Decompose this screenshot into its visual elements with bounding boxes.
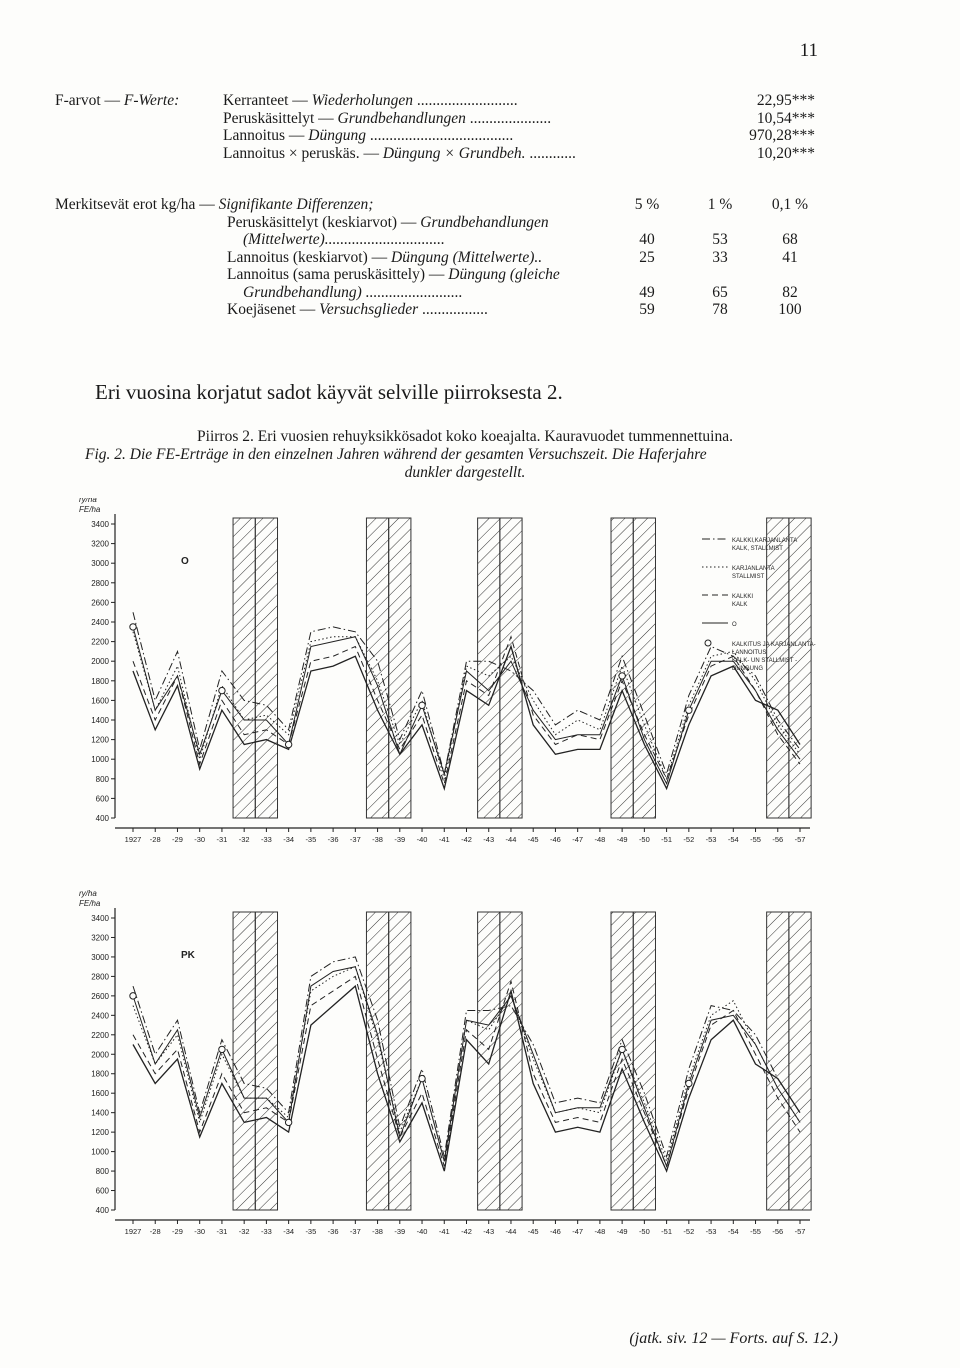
y-axis-label: FE/ha	[79, 505, 101, 514]
oat-year-band	[767, 912, 789, 1210]
x-tick-label: -54	[727, 835, 739, 844]
figure-caption	[85, 428, 845, 482]
oat-year-band	[255, 518, 277, 818]
chart-pk	[0, 880, 960, 1270]
x-tick-label: -45	[527, 835, 539, 844]
series-marker	[285, 1119, 291, 1125]
y-tick-label: 2200	[91, 637, 109, 647]
sig-value-1: 65	[712, 283, 728, 301]
x-tick-label: -43	[483, 835, 495, 844]
x-tick-label: -39	[394, 1227, 406, 1236]
x-tick-label: -38	[372, 835, 383, 844]
legend-label: KALKKI,KARJANLANTA	[732, 538, 798, 544]
y-tick-label: 3200	[91, 539, 109, 549]
y-tick-label: 1400	[91, 1108, 109, 1118]
caption-de-line2: dunkler dargestellt.	[404, 464, 526, 481]
y-tick-label: 1600	[91, 696, 109, 706]
f-row-label: Peruskäsittelyt —	[223, 109, 338, 127]
y-tick-label: 3000	[91, 952, 109, 962]
f-row-label: Kerranteet —	[223, 92, 312, 109]
oat-year-band	[389, 518, 411, 818]
f-values-row: Lannoitus — Düngung ..................................... 970,28***	[223, 127, 815, 144]
oat-year-band	[478, 518, 500, 818]
x-tick-label: -50	[638, 1227, 650, 1236]
sig-value-1: 53	[712, 231, 728, 248]
x-tick-label: -35	[305, 1227, 317, 1236]
y-tick-label: 1400	[91, 716, 109, 725]
sig-value-5: 49	[639, 283, 655, 301]
f-row-label-de: Düngung × Grundbeh.	[382, 144, 526, 162]
x-tick-label: -48	[594, 835, 606, 844]
y-tick-label: 800	[95, 774, 109, 784]
sig-value-1: 33	[712, 248, 728, 266]
legend-marker	[705, 640, 711, 646]
x-tick-label: -44	[505, 835, 517, 844]
significance-row: Grundbehandlung) ......................... 49 65 82	[55, 284, 825, 302]
x-tick-label: -51	[661, 835, 673, 844]
oat-year-band	[233, 518, 255, 818]
oat-year-band	[611, 518, 633, 818]
panel-label: O	[181, 556, 189, 567]
x-tick-label: -51	[661, 1227, 673, 1236]
sig-row-label-de: Düngung (Mittelwerte)..	[391, 248, 543, 266]
y-axis-label: ry/ha	[79, 498, 97, 504]
sig-row-label: Lannoitus (sama peruskäsittely) —	[227, 266, 449, 283]
y-tick-label: 800	[95, 1167, 109, 1177]
legend-label: KALK	[732, 602, 748, 608]
f-values-lead-de: F-Werte:	[123, 92, 180, 109]
x-tick-label: -36	[327, 835, 339, 844]
sig-value-01: 41	[782, 248, 798, 266]
x-tick-label: -46	[550, 835, 561, 844]
series-marker	[130, 993, 136, 999]
legend-label: KARJANLANTA	[732, 566, 775, 572]
y-tick-label: 400	[95, 1206, 109, 1215]
panel-label: PK	[181, 950, 195, 961]
x-tick-label: -53	[705, 835, 717, 844]
legend-label: STALLMIST	[732, 574, 765, 580]
oat-year-band	[789, 518, 811, 818]
significance-row-label-line	[55, 214, 825, 232]
x-tick-label: -40	[416, 1227, 428, 1236]
oat-year-band	[389, 912, 411, 1210]
legend-label: LANNOITUS	[732, 650, 767, 656]
series-marker	[419, 1075, 425, 1081]
y-tick-label: 3000	[91, 559, 109, 569]
y-tick-label: 1800	[91, 1069, 109, 1079]
y-tick-label: 3400	[91, 914, 109, 923]
col-header-01pct: 0,1 %	[771, 196, 809, 213]
x-tick-label: -41	[438, 835, 450, 844]
x-tick-label: -56	[772, 835, 784, 844]
x-tick-label: -36	[327, 1227, 339, 1236]
f-row-label-de: Düngung	[308, 127, 366, 144]
f-row-value: 10,20***	[756, 144, 815, 162]
x-tick-label: -42	[461, 835, 472, 844]
series-marker	[285, 741, 291, 747]
x-tick-label: -49	[616, 835, 628, 844]
col-header-1pct: 1 %	[707, 196, 733, 213]
x-tick-label: -48	[594, 1227, 606, 1236]
x-tick-label: -53	[705, 1227, 717, 1236]
sig-value-1: 78	[712, 301, 728, 318]
f-values-lead: F-arvot —	[55, 92, 124, 109]
legend-label: KALK, STALLMIST	[732, 546, 783, 552]
y-tick-label: 1600	[91, 1089, 109, 1099]
x-tick-label: -30	[194, 835, 206, 844]
series-marker	[686, 707, 692, 713]
y-tick-label: 2600	[91, 598, 109, 608]
y-axis-label: FE/ha	[79, 899, 101, 908]
significance-header-row	[55, 196, 825, 214]
y-tick-label: 600	[95, 794, 109, 804]
series-marker	[619, 673, 625, 679]
sig-row-label: Koejäsenet —	[227, 301, 320, 318]
x-tick-label: -56	[772, 1227, 784, 1236]
f-values-row: Peruskäsittelyt — Grundbehandlungen ..................... 10,54***	[223, 109, 815, 127]
f-row-value: 970,28***	[749, 127, 815, 144]
x-tick-label: -34	[283, 1227, 295, 1236]
footer-continuation: (jatk. siv. 12 — Forts. auf S. 12.)	[629, 1330, 838, 1347]
significance-row: (Mittelwerte)............................... 40 53 68	[55, 231, 825, 249]
sig-row-label-de: Grundbehandlungen	[420, 213, 549, 231]
series-marker	[130, 624, 136, 630]
x-tick-label: -55	[750, 1227, 761, 1236]
sig-value-01: 68	[782, 231, 798, 248]
x-tick-label: -35	[305, 835, 317, 844]
chart-o	[0, 498, 960, 860]
x-tick-label: -28	[149, 1227, 161, 1236]
x-tick-label: -34	[283, 835, 295, 844]
x-tick-label: -39	[394, 835, 406, 844]
x-tick-label: -37	[349, 835, 361, 844]
x-tick-label: -31	[216, 1227, 228, 1236]
oat-year-band	[611, 912, 633, 1210]
y-tick-label: 1000	[91, 1147, 109, 1157]
y-tick-label: 600	[95, 1186, 109, 1196]
significance-row	[55, 249, 825, 267]
x-tick-label: -31	[216, 835, 228, 844]
y-tick-label: 2200	[91, 1030, 109, 1040]
series-marker	[619, 1046, 625, 1052]
x-tick-label: -33	[260, 835, 272, 844]
x-tick-label: -55	[750, 835, 761, 844]
x-tick-label: -42	[461, 1227, 472, 1236]
series-marker	[219, 687, 225, 693]
x-tick-label: 1927	[124, 1227, 142, 1236]
body-sentence: Eri vuosina korjatut sadot käyvät selville piirroksesta 2.	[95, 380, 563, 404]
caption-de-line1: Die FE-Erträge in den einzelnen Jahren während der gesamten Versuchszeit. Die Haferjahre	[125, 446, 707, 463]
oat-year-band	[633, 912, 655, 1210]
oat-year-band	[789, 912, 811, 1210]
y-tick-label: 1000	[91, 755, 109, 765]
legend-label: O	[732, 622, 737, 628]
legend-label: KALKKI	[732, 594, 754, 600]
f-values-row: Lannoitus × peruskäs. — Düngung × Grundbeh. ............ 10,20***	[223, 144, 815, 162]
y-tick-label: 2800	[91, 972, 109, 982]
y-tick-label: 1800	[91, 676, 109, 686]
sig-value-5: 25	[639, 248, 655, 266]
oat-year-band	[366, 912, 388, 1210]
x-tick-label: -32	[238, 1227, 250, 1236]
oat-year-band	[767, 518, 789, 818]
sig-row-label-de-cont: (Mittelwerte)	[243, 231, 325, 248]
x-tick-label: -46	[550, 1227, 561, 1236]
f-values-table	[55, 92, 825, 162]
caption-de-prefix: Fig. 2.	[85, 446, 126, 463]
x-tick-label: -43	[483, 1227, 495, 1236]
significance-row: Koejäsenet — Versuchsglieder ................. 59 78 100	[55, 301, 825, 319]
y-tick-label: 1200	[91, 1128, 109, 1138]
x-tick-label: -52	[683, 835, 695, 844]
y-tick-label: 2000	[91, 1050, 109, 1060]
page-number: 11	[799, 40, 818, 61]
f-row-label: Lannoitus × peruskäs. —	[223, 144, 383, 162]
sig-row-label: Lannoitus (keskiarvot) —	[227, 248, 392, 266]
x-tick-label: -52	[683, 1227, 695, 1236]
oat-year-band	[255, 912, 277, 1210]
f-row-label: Lannoitus —	[223, 127, 309, 144]
legend-label: KALK- UN STALLMIST -	[732, 658, 798, 664]
significance-row-label-line	[55, 266, 825, 284]
col-header-5pct: 5 %	[634, 196, 660, 213]
y-tick-label: 400	[95, 814, 109, 823]
x-tick-label: -57	[794, 1227, 806, 1236]
caption-fi: Piirros 2. Eri vuosien rehuyksikkösadot koko koeajalta. Kauravuodet tummennettuina.	[197, 428, 733, 445]
x-tick-label: -47	[572, 835, 584, 844]
x-tick-label: -47	[572, 1227, 584, 1236]
sig-value-5: 40	[639, 231, 655, 248]
y-tick-label: 1200	[91, 735, 109, 745]
x-tick-label: -44	[505, 1227, 517, 1236]
significance-lead: Merkitsevät erot kg/ha —	[55, 196, 219, 213]
legend-label: DÜNGUNG	[732, 666, 763, 672]
y-tick-label: 3400	[91, 520, 109, 529]
y-tick-label: 2000	[91, 657, 109, 667]
sig-value-01: 100	[778, 301, 802, 318]
significance-lead-de: Signifikante Differenzen;	[218, 196, 374, 213]
x-tick-label: -29	[172, 835, 183, 844]
f-row-value: 10,54***	[756, 109, 815, 127]
x-tick-label: -49	[616, 1227, 628, 1236]
sig-row-label-de-cont: Grundbehandlung)	[243, 283, 362, 301]
x-tick-label: -29	[172, 1227, 183, 1236]
series-marker	[686, 1080, 692, 1086]
x-tick-label: -37	[349, 1227, 361, 1236]
f-row-label-de: Grundbehandlungen	[337, 109, 466, 127]
sig-row-label: Peruskäsittelyt (keskiarvot) —	[227, 213, 421, 231]
y-tick-label: 2400	[91, 1011, 109, 1021]
x-tick-label: -54	[727, 1227, 739, 1236]
sig-value-01: 82	[782, 283, 798, 301]
y-axis-label: ry/ha	[79, 889, 97, 898]
sig-row-label-de: Versuchsglieder	[319, 301, 419, 318]
oat-year-band	[633, 518, 655, 818]
significance-table	[55, 196, 825, 319]
x-tick-label: -28	[149, 835, 161, 844]
x-tick-label: -33	[260, 1227, 272, 1236]
x-tick-label: -30	[194, 1227, 206, 1236]
x-tick-label: -41	[438, 1227, 450, 1236]
x-tick-label: -32	[238, 835, 250, 844]
series-marker	[219, 1046, 225, 1052]
oat-year-band	[478, 912, 500, 1210]
series-marker	[419, 702, 425, 708]
sig-row-label-de: Düngung (gleiche	[448, 266, 560, 283]
f-values-row: F-arvot — F-Werte: Kerranteet — Wiederholungen .......................... 22,95***	[55, 92, 815, 109]
x-tick-label: -38	[372, 1227, 383, 1236]
y-tick-label: 2400	[91, 618, 109, 627]
oat-year-band	[500, 912, 522, 1210]
x-tick-label: -50	[638, 835, 650, 844]
sig-value-5: 59	[639, 301, 655, 318]
x-tick-label: 1927	[124, 835, 142, 844]
x-tick-label: -40	[416, 835, 428, 844]
f-row-label-de: Wiederholungen	[311, 92, 413, 109]
legend-label: KALKITUS JA KARJANLANTA-	[732, 642, 816, 648]
x-tick-label: -57	[794, 835, 806, 844]
x-tick-label: -45	[527, 1227, 539, 1236]
oat-year-band	[233, 912, 255, 1210]
y-tick-label: 2800	[91, 578, 109, 588]
y-tick-label: 3200	[91, 933, 109, 943]
f-row-value: 22,95***	[756, 92, 815, 109]
y-tick-label: 2600	[91, 991, 109, 1001]
